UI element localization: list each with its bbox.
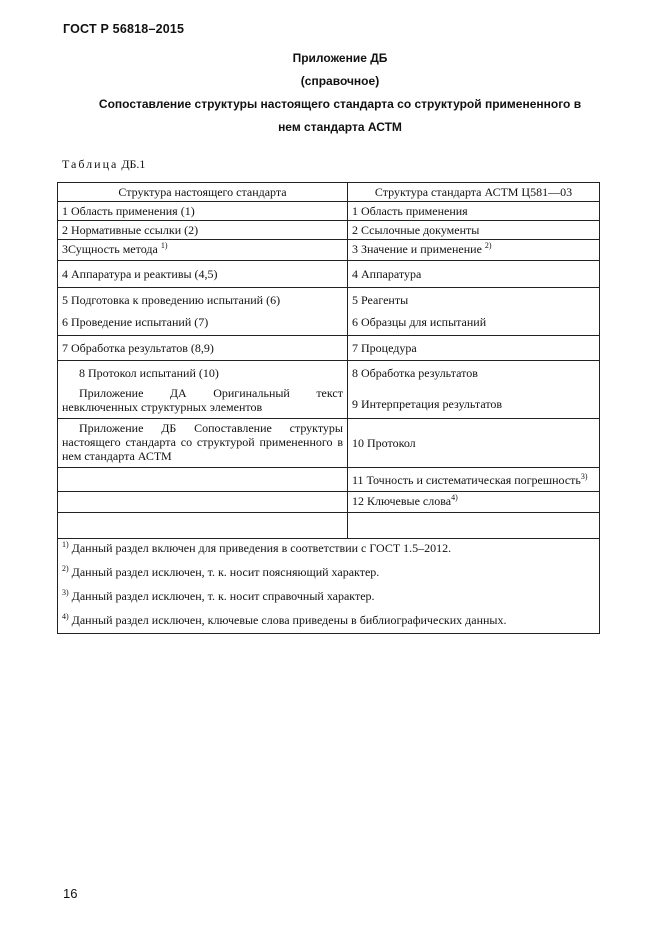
left-cell: 2 Нормативные ссылки (2) xyxy=(58,221,348,240)
right-cell xyxy=(348,361,600,419)
appendix-heading-line-1: Сопоставление структуры настоящего стандарта со структурой примененного в xyxy=(98,97,582,111)
footnote xyxy=(62,613,595,629)
footnote-marker: 3) xyxy=(580,472,588,481)
footnote-marker: 2) xyxy=(62,564,69,573)
left-cell xyxy=(58,288,348,336)
footnote-text: Данный раздел исключен, т. к. носит справочный характер. xyxy=(68,589,375,603)
table-row xyxy=(58,202,600,221)
left-cell: 7 Обработка результатов (8,9) xyxy=(58,336,348,361)
table-row xyxy=(58,468,600,492)
col-header-right: Структура стандарта АСТМ Ц581—03 xyxy=(348,183,600,202)
table-header-row xyxy=(58,183,600,202)
table-caption-number: ДБ.1 xyxy=(118,157,146,171)
footnotes-row xyxy=(58,539,600,634)
right-cell xyxy=(348,288,600,336)
left-cell-text: 3Сущность метода xyxy=(62,242,158,256)
left-cell-text: Приложение ДА Оригинальный текст невключенных структурных элементов xyxy=(62,386,343,414)
left-cell-empty xyxy=(58,513,348,539)
table-row xyxy=(58,221,600,240)
appendix-title: Приложение ДБ xyxy=(292,51,388,65)
table-row xyxy=(58,240,600,261)
left-cell xyxy=(58,240,348,261)
footnote-text: Данный раздел включен для приведения в соответствии с ГОСТ 1.5–2012. xyxy=(68,541,452,555)
right-cell-text: 8 Обработка результатов xyxy=(352,366,478,380)
footnote-text: Данный раздел исключен, ключевые слова приведены в библиографических данных. xyxy=(68,613,507,627)
left-cell: 4 Аппаратура и реактивы (4,5) xyxy=(58,261,348,288)
left-cell xyxy=(58,361,348,419)
right-cell: 2 Ссылочные документы xyxy=(348,221,600,240)
table-row xyxy=(58,288,600,336)
table-caption-prefix: Таблица xyxy=(62,157,119,171)
page-number: 16 xyxy=(63,886,78,901)
footnote xyxy=(62,589,595,605)
col-header-left: Структура настоящего стандарта xyxy=(58,183,348,202)
left-cell-text: 6 Проведение испытаний (7) xyxy=(62,315,209,329)
right-cell: 10 Протокол xyxy=(348,419,600,468)
left-cell: Приложение ДБ Сопоставление структуры настоящего стандарта со структурой примененного в нем стандарта АСТМ xyxy=(58,419,348,468)
table-row xyxy=(58,336,600,361)
footnotes-cell xyxy=(58,539,600,634)
left-cell-text: 8 Протокол испытаний (10) xyxy=(79,366,219,380)
footnote-marker: 2) xyxy=(484,241,492,250)
footnote xyxy=(62,565,595,581)
right-cell: 4 Аппаратура xyxy=(348,261,600,288)
footnote-marker: 1) xyxy=(62,540,69,549)
right-cell xyxy=(348,468,600,492)
right-cell: 1 Область применения xyxy=(348,202,600,221)
right-cell-text: 11 Точность и систематическая погрешность xyxy=(352,473,581,487)
right-cell xyxy=(348,240,600,261)
footnote-marker: 4) xyxy=(62,612,69,621)
table-row xyxy=(58,261,600,288)
right-cell-text: 3 Значение и применение xyxy=(352,242,482,256)
left-cell-text: 5 Подготовка к проведению испытаний (6) xyxy=(62,293,281,307)
footnote-marker: 3) xyxy=(62,588,69,597)
appendix-kind: (справочное) xyxy=(300,74,380,88)
right-cell-text: 6 Образцы для испытаний xyxy=(352,315,487,329)
table-row xyxy=(58,361,600,419)
document-header: ГОСТ Р 56818–2015 xyxy=(63,22,185,36)
right-cell xyxy=(348,492,600,513)
structure-comparison-table xyxy=(57,182,600,634)
right-cell-text: 12 Ключевые слова xyxy=(352,494,452,508)
footnote-text: Данный раздел исключен, т. к. носит поясняющий характер. xyxy=(68,565,380,579)
table-caption xyxy=(62,157,145,172)
right-cell-empty xyxy=(348,513,600,539)
right-cell: 7 Процедура xyxy=(348,336,600,361)
footnote xyxy=(62,541,595,557)
right-cell-text: 5 Реагенты xyxy=(352,293,409,307)
right-cell-text: 9 Интерпретация результатов xyxy=(352,397,503,411)
table-row xyxy=(58,419,600,468)
table-row xyxy=(58,492,600,513)
appendix-heading-line-2: нем стандарта АСТМ xyxy=(278,120,402,134)
footnote-marker: 1) xyxy=(160,241,168,250)
left-cell-empty xyxy=(58,468,348,492)
left-cell: 1 Область применения (1) xyxy=(58,202,348,221)
table-row xyxy=(58,513,600,539)
left-cell-empty xyxy=(58,492,348,513)
footnote-marker: 4) xyxy=(451,493,458,502)
